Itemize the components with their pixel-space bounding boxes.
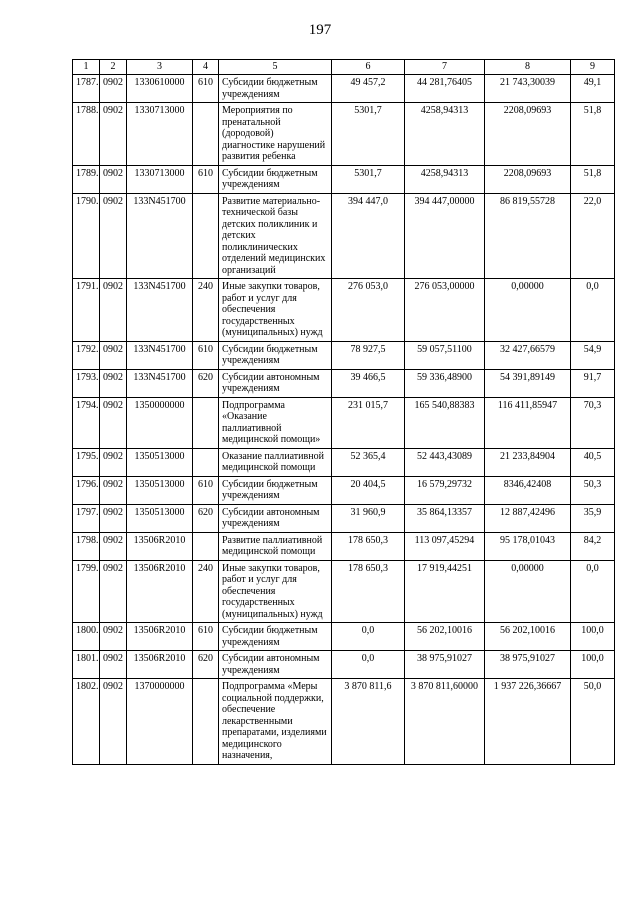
table-cell-c4	[193, 532, 219, 560]
table-cell-c3: 13506R2010	[127, 623, 193, 651]
table-cell-c3: 13506R2010	[127, 651, 193, 679]
budget-table	[72, 59, 615, 765]
table-cell-c1: 1801.	[73, 651, 100, 679]
header-cell: 8	[485, 60, 571, 75]
table-cell-c6: 0,0	[332, 623, 405, 651]
table-cell-c9: 100,0	[571, 623, 615, 651]
table-cell-c6: 178 650,3	[332, 532, 405, 560]
table-cell-c3: 1350513000	[127, 504, 193, 532]
table-cell-c7: 52 443,43089	[405, 448, 485, 476]
table-cell-c8: 0,00000	[485, 560, 571, 623]
table-cell-c9: 51,8	[571, 165, 615, 193]
table-row	[73, 75, 615, 103]
table-cell-c7: 165 540,88383	[405, 397, 485, 448]
table-cell-c2: 0902	[100, 504, 127, 532]
table-cell-c3: 1350000000	[127, 397, 193, 448]
table-cell-c9: 84,2	[571, 532, 615, 560]
table-cell-c2: 0902	[100, 651, 127, 679]
table-cell-c5: Субсидии бюджетным учреждениям	[219, 476, 332, 504]
table-cell-c5: Субсидии бюджетным учреждениям	[219, 165, 332, 193]
table-cell-c7: 35 864,13357	[405, 504, 485, 532]
table-cell-c3: 133N451700	[127, 279, 193, 342]
table-cell-c3: 1330713000	[127, 165, 193, 193]
table-cell-c3: 1330610000	[127, 75, 193, 103]
table-cell-c8: 56 202,10016	[485, 623, 571, 651]
table-row	[73, 623, 615, 651]
header-cell: 6	[332, 60, 405, 75]
table-cell-c4: 610	[193, 476, 219, 504]
table-row	[73, 165, 615, 193]
table-cell-c6: 394 447,0	[332, 193, 405, 279]
table-row	[73, 560, 615, 623]
table-cell-c9: 0,0	[571, 560, 615, 623]
table-cell-c4	[193, 103, 219, 166]
table-row	[73, 476, 615, 504]
header-cell: 3	[127, 60, 193, 75]
table-cell-c7: 394 447,00000	[405, 193, 485, 279]
table-cell-c6: 49 457,2	[332, 75, 405, 103]
table-cell-c4: 610	[193, 75, 219, 103]
table-cell-c7: 59 057,51100	[405, 341, 485, 369]
table-cell-c1: 1798.	[73, 532, 100, 560]
table-cell-c1: 1791.	[73, 279, 100, 342]
table-row	[73, 279, 615, 342]
table-row	[73, 532, 615, 560]
table-cell-c2: 0902	[100, 532, 127, 560]
table-cell-c2: 0902	[100, 560, 127, 623]
table-row	[73, 369, 615, 397]
header-cell: 1	[73, 60, 100, 75]
table-cell-c7: 113 097,45294	[405, 532, 485, 560]
table-cell-c3: 1330713000	[127, 103, 193, 166]
table-cell-c7: 38 975,91027	[405, 651, 485, 679]
table-cell-c7: 16 579,29732	[405, 476, 485, 504]
table-cell-c5: Субсидии автономным учреждениям	[219, 504, 332, 532]
table-cell-c8: 86 819,55728	[485, 193, 571, 279]
table-cell-c5: Оказание паллиативной медицинской помощи	[219, 448, 332, 476]
table-cell-c5: Подпрограмма «Оказание паллиативной медицинской помощи»	[219, 397, 332, 448]
table-cell-c7: 276 053,00000	[405, 279, 485, 342]
table-cell-c7: 4258,94313	[405, 103, 485, 166]
table-cell-c2: 0902	[100, 623, 127, 651]
table-cell-c4: 610	[193, 341, 219, 369]
header-cell: 2	[100, 60, 127, 75]
table-cell-c5: Субсидии бюджетным учреждениям	[219, 75, 332, 103]
table-cell-c2: 0902	[100, 341, 127, 369]
header-row	[73, 60, 615, 75]
table-cell-c2: 0902	[100, 476, 127, 504]
table-cell-c1: 1787.	[73, 75, 100, 103]
table-cell-c7: 44 281,76405	[405, 75, 485, 103]
table-cell-c9: 0,0	[571, 279, 615, 342]
table-cell-c1: 1793.	[73, 369, 100, 397]
table-cell-c8: 95 178,01043	[485, 532, 571, 560]
table-cell-c5: Развитие паллиативной медицинской помощи	[219, 532, 332, 560]
header-cell: 4	[193, 60, 219, 75]
table-cell-c9: 22,0	[571, 193, 615, 279]
table-cell-c6: 78 927,5	[332, 341, 405, 369]
table-row	[73, 679, 615, 765]
table-cell-c2: 0902	[100, 397, 127, 448]
table-cell-c1: 1800.	[73, 623, 100, 651]
table-cell-c5: Развитие материально-технической базы детских поликлиник и детских поликлинических отделений медицинских организаций	[219, 193, 332, 279]
table-cell-c6: 5301,7	[332, 165, 405, 193]
table-cell-c4	[193, 448, 219, 476]
table-cell-c8: 32 427,66579	[485, 341, 571, 369]
table-cell-c5: Иные закупки товаров, работ и услуг для обеспечения государственных (муниципальных) нужд	[219, 279, 332, 342]
header-cell: 7	[405, 60, 485, 75]
table-cell-c5: Иные закупки товаров, работ и услуг для обеспечения государственных (муниципальных) нужд	[219, 560, 332, 623]
table-cell-c2: 0902	[100, 193, 127, 279]
table-cell-c8: 0,00000	[485, 279, 571, 342]
table-cell-c3: 1350513000	[127, 448, 193, 476]
table-cell-c2: 0902	[100, 103, 127, 166]
table-cell-c4	[193, 193, 219, 279]
table-cell-c6: 5301,7	[332, 103, 405, 166]
table-cell-c6: 3 870 811,6	[332, 679, 405, 765]
table-cell-c2: 0902	[100, 679, 127, 765]
table-cell-c3: 133N451700	[127, 341, 193, 369]
header-cell: 5	[219, 60, 332, 75]
table-cell-c6: 276 053,0	[332, 279, 405, 342]
table-cell-c5: Субсидии автономным учреждениям	[219, 369, 332, 397]
table-cell-c1: 1799.	[73, 560, 100, 623]
table-cell-c1: 1794.	[73, 397, 100, 448]
table-cell-c7: 59 336,48900	[405, 369, 485, 397]
table-cell-c9: 51,8	[571, 103, 615, 166]
table-cell-c3: 133N451700	[127, 193, 193, 279]
table-row	[73, 341, 615, 369]
table-cell-c2: 0902	[100, 279, 127, 342]
table-cell-c4	[193, 397, 219, 448]
table-cell-c9: 40,5	[571, 448, 615, 476]
table-cell-c6: 231 015,7	[332, 397, 405, 448]
table-cell-c6: 20 404,5	[332, 476, 405, 504]
table-cell-c1: 1797.	[73, 504, 100, 532]
table-cell-c8: 1 937 226,36667	[485, 679, 571, 765]
table-cell-c5: Подпрограмма «Меры социальной поддержки, обеспечение лекарственными препаратами, изделиями медицинского назначения,	[219, 679, 332, 765]
table-cell-c6: 178 650,3	[332, 560, 405, 623]
table-cell-c8: 38 975,91027	[485, 651, 571, 679]
table-cell-c1: 1790.	[73, 193, 100, 279]
table-row	[73, 504, 615, 532]
table-cell-c3: 13506R2010	[127, 532, 193, 560]
table-cell-c2: 0902	[100, 165, 127, 193]
table-cell-c9: 50,0	[571, 679, 615, 765]
table-cell-c8: 21 743,30039	[485, 75, 571, 103]
table-cell-c9: 70,3	[571, 397, 615, 448]
table-cell-c8: 21 233,84904	[485, 448, 571, 476]
table-row	[73, 193, 615, 279]
table-cell-c1: 1788.	[73, 103, 100, 166]
table-cell-c3: 1370000000	[127, 679, 193, 765]
table-cell-c8: 2208,09693	[485, 103, 571, 166]
table-row	[73, 448, 615, 476]
table-cell-c2: 0902	[100, 369, 127, 397]
table-cell-c9: 50,3	[571, 476, 615, 504]
table-cell-c9: 91,7	[571, 369, 615, 397]
table-row	[73, 397, 615, 448]
table-cell-c6: 31 960,9	[332, 504, 405, 532]
table-cell-c3: 133N451700	[127, 369, 193, 397]
table-cell-c5: Мероприятия по пренатальной (дородовой) диагностике нарушений развития ребенка	[219, 103, 332, 166]
header-cell: 9	[571, 60, 615, 75]
table-cell-c9: 54,9	[571, 341, 615, 369]
table-cell-c4: 620	[193, 651, 219, 679]
table-cell-c7: 3 870 811,60000	[405, 679, 485, 765]
table-cell-c4: 240	[193, 279, 219, 342]
table-cell-c1: 1796.	[73, 476, 100, 504]
table-cell-c8: 12 887,42496	[485, 504, 571, 532]
table-cell-c2: 0902	[100, 448, 127, 476]
table-cell-c4: 610	[193, 165, 219, 193]
table-cell-c4: 240	[193, 560, 219, 623]
table-cell-c8: 116 411,85947	[485, 397, 571, 448]
table-cell-c9: 100,0	[571, 651, 615, 679]
table-cell-c4: 620	[193, 369, 219, 397]
table-cell-c8: 8346,42408	[485, 476, 571, 504]
table-cell-c3: 1350513000	[127, 476, 193, 504]
table-cell-c9: 49,1	[571, 75, 615, 103]
table-body	[73, 75, 615, 765]
table-cell-c8: 54 391,89149	[485, 369, 571, 397]
table-cell-c7: 56 202,10016	[405, 623, 485, 651]
table-row	[73, 651, 615, 679]
table-cell-c3: 13506R2010	[127, 560, 193, 623]
table-row	[73, 103, 615, 166]
table-cell-c7: 17 919,44251	[405, 560, 485, 623]
table-cell-c4	[193, 679, 219, 765]
page-number: 197	[308, 22, 332, 38]
table-cell-c2: 0902	[100, 75, 127, 103]
table-cell-c4: 620	[193, 504, 219, 532]
table-cell-c1: 1795.	[73, 448, 100, 476]
table-cell-c5: Субсидии бюджетным учреждениям	[219, 623, 332, 651]
table-cell-c8: 2208,09693	[485, 165, 571, 193]
table-cell-c6: 52 365,4	[332, 448, 405, 476]
table-cell-c1: 1792.	[73, 341, 100, 369]
table-cell-c9: 35,9	[571, 504, 615, 532]
table-cell-c5: Субсидии автономным учреждениям	[219, 651, 332, 679]
table-cell-c6: 39 466,5	[332, 369, 405, 397]
table-cell-c5: Субсидии бюджетным учреждениям	[219, 341, 332, 369]
table-cell-c4: 610	[193, 623, 219, 651]
table-cell-c1: 1789.	[73, 165, 100, 193]
table-cell-c1: 1802.	[73, 679, 100, 765]
table-cell-c6: 0,0	[332, 651, 405, 679]
table-cell-c7: 4258,94313	[405, 165, 485, 193]
